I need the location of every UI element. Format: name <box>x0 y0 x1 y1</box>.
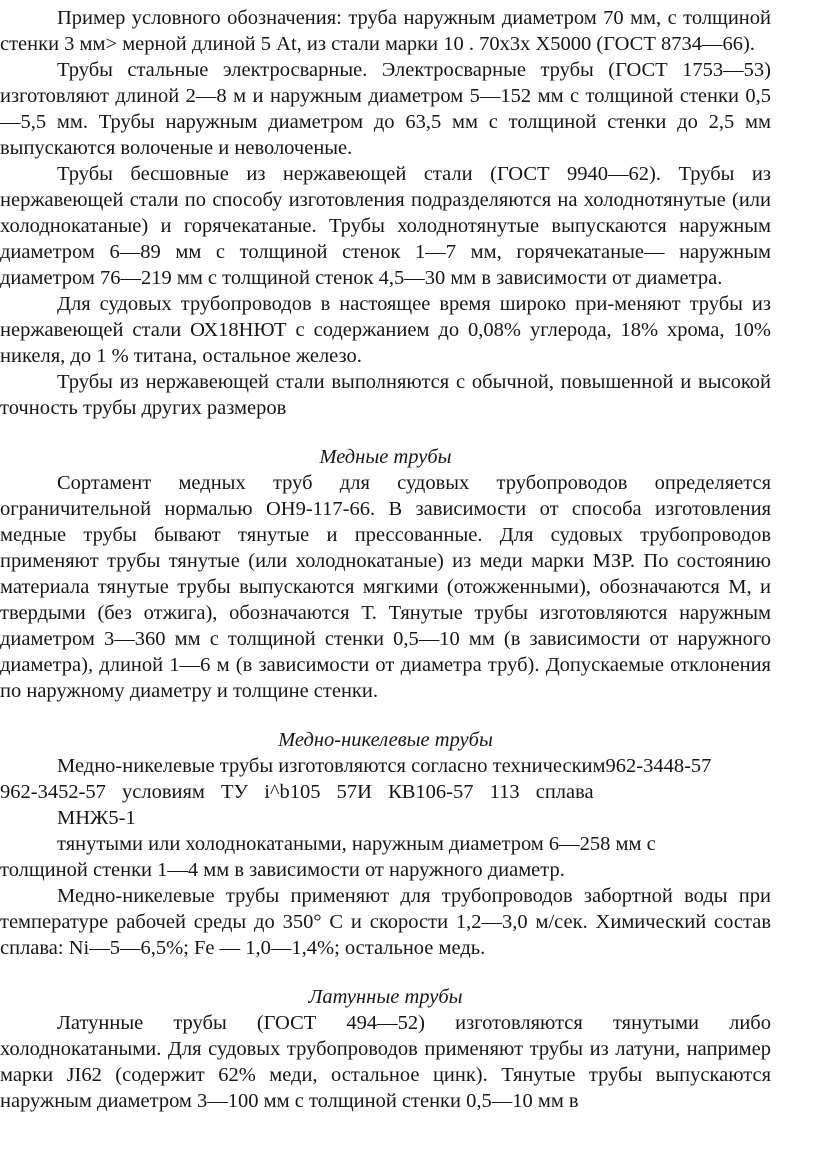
text-line-cuni-specs-1: Медно-никелевые трубы изготовляются согласно техническим962-3448-57 <box>57 755 712 777</box>
paragraph-seamless-stainless-pipes: Трубы бесшовные из нержавеющей стали (ГОСТ 9940—62). Трубы из нержавеющей стали по способу изготовления подразделяются на холоднотянутые (или холоднокатаные) и горячекатаные. Трубы холоднотянутые выпускаются наружным диаметром 6—89 мм с толщиной стенок 1—7 мм, горячекатаные— наружным диаметром 76—219 мм с толщиной стенок 4,5—30 мм в зависимости от диаметра. <box>0 163 771 289</box>
paragraph-steel-designation-example: Пример условного обозначения: труба наружным диаметром 70 мм, с толщиной стенки 3 мм> мерной длиной 5 At, из стали марки 10 . 70х3х Х5000 (ГОСТ 8734—66). <box>0 7 771 55</box>
section-heading-brass-pipes: Латунные трубы <box>308 986 463 1008</box>
text-line-cuni-specs-2: 962-3452-57 условиям ТУ i^b105 57И КВ106-57 113 сплава <box>0 781 594 803</box>
paragraph-brass-pipes: Латунные трубы (ГОСТ 494—52) изготовляются тянутыми либо холоднокатаными. Для судовых трубопроводов применяют трубы из латуни, например марки JI62 (содержит 62% меди, остальное цинк). Тянутые трубы выпускаются наружным диаметром 3—100 мм с толщиной стенки 0,5—10 мм в <box>0 1012 771 1112</box>
text-line-cuni-diameter-1: тянутыми или холоднокатаными, наружным диаметром 6—258 мм с <box>57 833 656 855</box>
text-line-cuni-diameter-2: толщиной стенки 1—4 мм в зависимости от наружного диаметр. <box>0 859 565 881</box>
paragraph-electrowelded-pipes: Трубы стальные электросварные. Электросварные трубы (ГОСТ 1753—53) изготовляют длиной 2—8 м и наружным диаметром 5—152 мм с толщиной стенки 0,5—5,5 мм. Трубы наружным диаметром до 63,5 мм с толщиной стенки до 2,5 мм выпускаются волоченые и неволоченые. <box>0 59 771 159</box>
text-line-cuni-alloy-grade: МНЖ5-1 <box>57 807 136 829</box>
paragraph-cuni-application: Медно-никелевые трубы применяют для трубопроводов забортной воды при температуре рабочей среды до 350° С и скорости 1,2—3,0 м/сек. Химический состав сплава: Ni—5—6,5%; Fe — 1,0—1,4%; остальное медь. <box>0 885 771 959</box>
section-heading-copper-nickel-pipes: Медно-никелевые трубы <box>278 729 493 751</box>
section-heading-copper-pipes: Медные трубы <box>319 446 452 468</box>
paragraph-stainless-ship-pipes: Для судовых трубопроводов в настоящее время широко при-меняют трубы из нержавеющей стали ОХ18НЮТ с содержанием до 0,08% углерода, 18% хрома, 10% никеля, до 1 % титана, остальное железо. <box>0 293 771 367</box>
paragraph-stainless-accuracy: Трубы из нержавеющей стали выполняются с обычной, повышенной и высокой точность трубы других размеров <box>0 371 771 419</box>
paragraph-copper-pipes: Сортамент медных труб для судовых трубопроводов определяется ограничительной нормалью ОН9-117-66. В зависимости от способа изготовления медные трубы бывают тянутые и прессованные. Для судовых трубопроводов применяют трубы тянутые (или холоднокатаные) из меди марки МЗР. По состоянию материала тянутые трубы выпускаются мягкими (отожженными), обозначаются М, и твердыми (без отжига), обозначаются Т. Тянутые трубы изготовляются наружным диаметром 3—360 мм с толщиной стенки 0,5—10 мм (в зависимости от наружного диаметра), длиной 1—6 м (в зависимости от диаметра труб). Допускаемые отклонения по наружному диаметру и толщине стенки. <box>0 472 771 702</box>
